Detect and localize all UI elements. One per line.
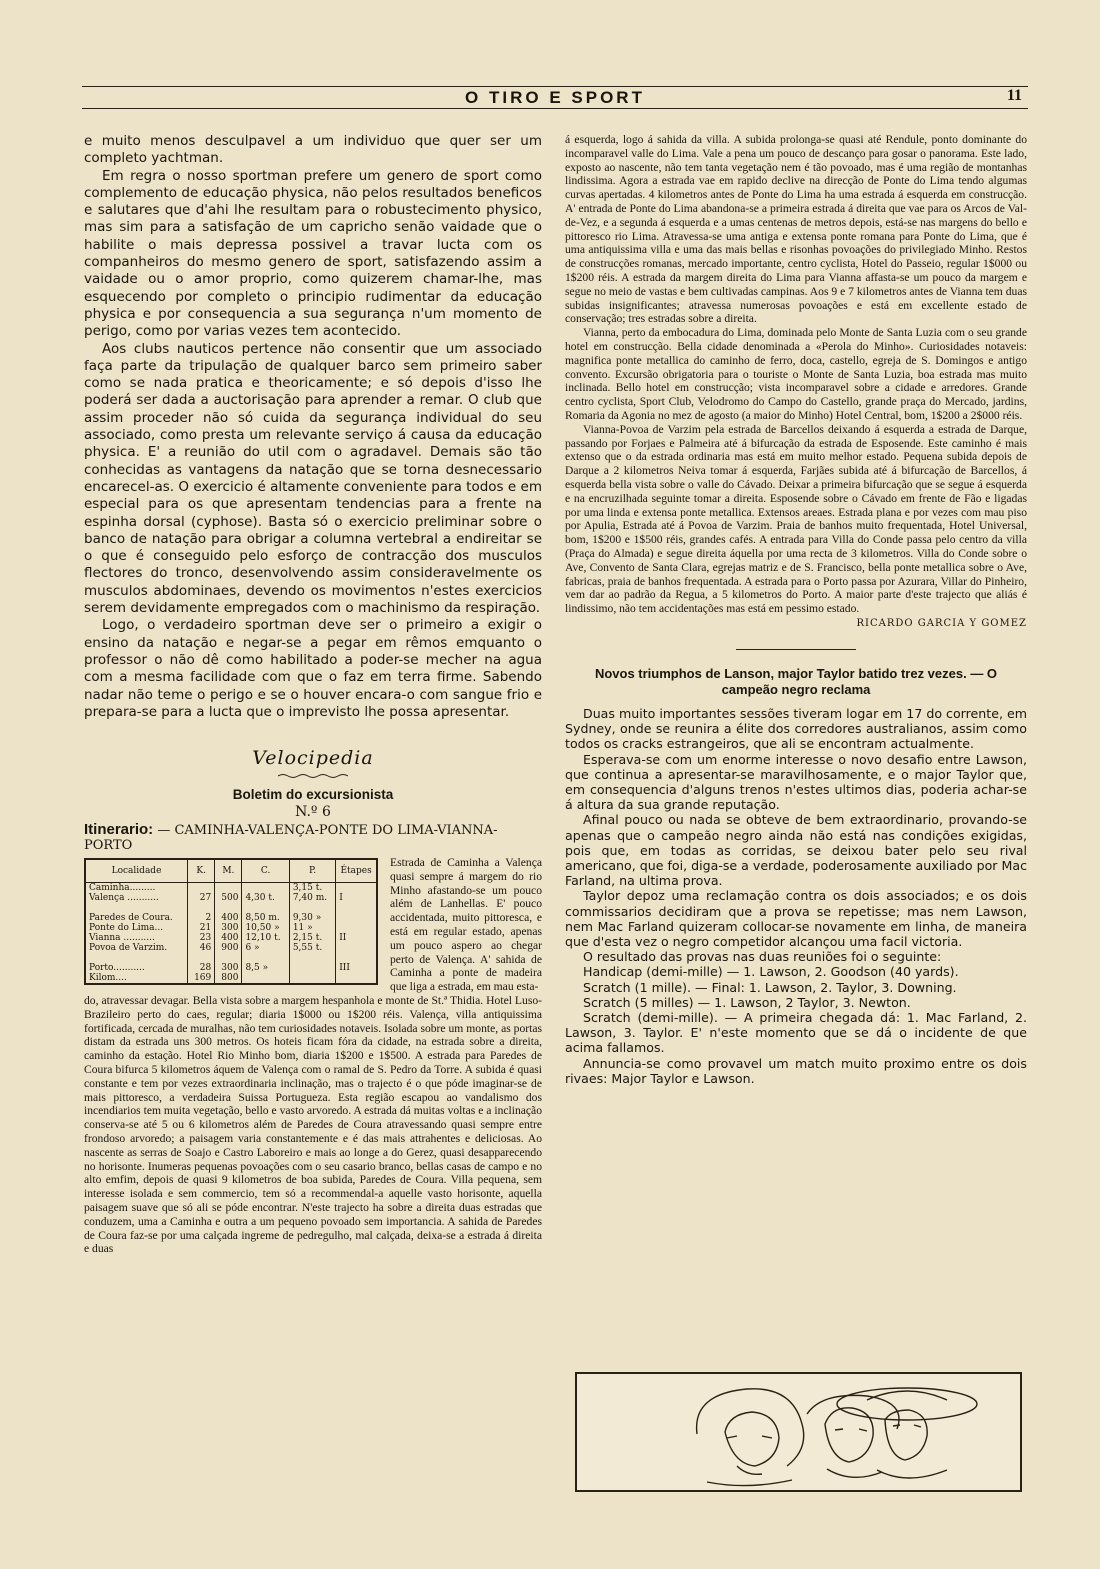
table-cell [289, 963, 335, 973]
section-heading: Velocipedia [252, 747, 374, 770]
header-rule-top [82, 86, 1028, 87]
table-cell [215, 883, 242, 894]
table-row [86, 883, 376, 894]
ornament-flourish-icon [278, 773, 348, 779]
table-cell [188, 953, 215, 963]
table-cell [215, 903, 242, 913]
article-title: Novos triumphos de Lanson, major Taylor batido trez vezes. — O campeão negro reclama [594, 665, 998, 697]
table-cell [336, 883, 376, 894]
table-cell: III [336, 963, 376, 973]
intro-paragraph: Em regra o nosso sportman prefere um genero de sport como complemento de educação physica, não pelos resultados beneficos e salutares que d'ahi lhe resultam para o robustecimento physico, mas sim para a satisfação de um capricho senão vaidade que o habilite o mais depressa possivel a travar lucta com os companheiros do mesmo genero de sport, satisfazendo assim a vaidade ou o amor proprio, como quizerem chamar-lhe, mas esquecendo por completo o principio rudimentar da educação physica e por consequencia a sua segurança n'um momento de perigo, como por varias vezes tem acontecido. [84, 167, 542, 340]
table-row [86, 963, 376, 973]
illustration-women-with-hats [575, 1372, 1022, 1492]
article-paragraph: O resultado das provas nas duas reuniões foi o seguinte: [583, 949, 942, 965]
table-cell [336, 953, 376, 963]
itinerary-line [84, 821, 542, 853]
author-signature: RICARDO GARCIA Y GOMEZ [856, 617, 1027, 629]
bulletin-subheading: Boletim do excursionista [232, 787, 394, 803]
left-column [84, 133, 542, 1483]
table-row [86, 933, 376, 943]
page-number: 11 [1006, 87, 1022, 104]
table-cell: 300 [215, 963, 242, 973]
table-cell: 11 » [289, 923, 335, 933]
table-cell [336, 943, 376, 953]
table-cell: 8,5 » [242, 963, 289, 973]
table-cell [86, 903, 188, 913]
table-spacer-row [86, 953, 376, 963]
table-cell: Kilom.... [89, 973, 127, 984]
running-title: O TIRO E SPORT [465, 88, 645, 107]
table-cell: 500 [215, 893, 242, 903]
table-row [86, 893, 376, 903]
table-row [86, 973, 376, 983]
article-paragraph: Esperava-se com um enorme interesse o novo desafio entre Lawson, que continua a apresentar-se maravilhosamente, e o major Taylor que, em consequencia d'alguns trenos n'estes ultimos dias, poderia achar-se á altura da sua grande reputação. [565, 751, 1027, 813]
table-row [86, 913, 376, 923]
table-cell: Caminha......... [89, 883, 156, 894]
table-cell [242, 883, 289, 894]
table-header: C. [242, 860, 289, 883]
table-cell [336, 973, 376, 983]
route-paragraph: á esquerda, logo á sahida da villa. A subida prolonga-se quasi até Rendule, ponto dominante do incomparavel valle do Lima. Vale a pena um pouco de descanço para gosar o panorama. Este lado, exposto ao nascente, não tem tanta vegetação nem é tão povoado, mas é uma região de montanhas lindissima. Agora a estrada vae em rapido declive na direcção de Ponte do Lima tendo algumas curvas apertadas. 4 kilometros antes de Ponte do Lima ha uma estrada á esquerda em construcção. A' entrada de Ponte do Lima abandona-se a primeira estrada á direita que vae para os Arcos de Val-de-Vez, e a segunda á esquerda e a umas centenas de metros depois, está-se nas margens do bello e pittoresco rio Lima. Atravessa-se uma antiga e extensa ponte romana para Ponte do Lima, que é uma antiquissima villa e uma das mais bellas e risonhas povoações do privilegiado Minho. Restos de construcções romanas, mercado importante, centro cyclista, Hotel do Passeio, regular 1$000 ou 1$200 réis. A estrada da margem direita do Lima para Vianna affasta-se um pouco da margem e segue no meio de vastas e bem cultivadas campinas. Aos 9 e 7 kilometros antes de Vianna tem duas subidas insignificantes; atravessa numerosas povoações e está em excellente estado de conservação; tres estradas sobre a direita. [565, 133, 1027, 326]
table-cell: Vianna ........... [89, 933, 155, 944]
intro-paragraph: e muito menos desculpavel a um individuo que quer ser um completo yachtman. [84, 133, 542, 167]
table-cell: 8,50 m. [242, 913, 289, 923]
itinerary-label: Itinerario: [84, 821, 154, 839]
table-cell: 3,15 t. [289, 883, 335, 894]
article-paragraph: Duas muito importantes sessões tiveram logar em 17 do corrente, em Sydney, onde se reunira a élite dos corredores australianos, assim como todos os cracks estrangeiros, que ali se encontram actualmente. [565, 705, 1027, 752]
right-column [565, 133, 1027, 1403]
article-separator [736, 649, 856, 650]
page-header [82, 86, 1028, 110]
table-cell [289, 903, 335, 913]
article-paragraph: Annuncia-se como provavel um match muito proximo entre os dois rivaes: Major Taylor e Lawson. [565, 1055, 1027, 1086]
table-cell [188, 903, 215, 913]
table-header: M. [215, 860, 242, 883]
table-cell: II [336, 933, 376, 943]
table-cell [215, 953, 242, 963]
result-line: Scratch (1 mille). — Final: 1. Lawson, 2. Taylor, 3. Downing. [583, 979, 957, 995]
table-cell: 6 » [242, 943, 289, 953]
table-cell: 9,30 » [289, 913, 335, 923]
table-cell: 5,55 t. [289, 943, 335, 953]
table-row [86, 923, 376, 933]
result-line: Scratch (5 milles) — 1. Lawson, 2 Taylor, 3. Newton. [583, 994, 911, 1010]
route-text: do, atravessar devagar. Bella vista sobre a margem hespanhola e monte de St.ª Thidia. Hotel Luso-Brazileiro perto do caes, regular; diaria 1$000 ou 1$200 réis. Valença, villa antiquissima fortificada, cercada de muralhas, não tem curiosidades notaveis. Isolada sobre um monte, as portas distam da estrada uns 300 metros. Os hoteis ficam fóra da cidade, na estrada sobre a direita, caminho da estação. Hotel Rio Minho bom, diaria 1$200 e 1$500. A estrada para Paredes de Coura bifurca 5 kilometros áquem de Valença com o ramal de S. Pedro da Torre. A subida é quasi constante e tem por vezes extraordinaria inclinação, mas o trajecto é o que póde imaginar-se de mais pittoresco, a verdadeira Suissa Portugueza. Esta região escapou ao vandalismo dos incendiarios tem muita vegetação, bello e vasto arvoredo. A estrada dá muitas voltas e a inclinação conserva-se até 5 ou 6 kilometros além de Paredes de Coura atravessando quasi sempre entre frondoso arvoredo; a paisagem varia constantemente e é das mais attrahentes e deliciosas. Ao nascente as serras de Soajo e Castro Laboreiro e mais ao longe a do Gerez, quasi desapparecendo no horisonte. Inumeras pequenas povoações com o seu casario branco, bellas casas de campo e no alto emfim, depois de quasi 9 kilometros de boa subida, Paredes de Coura. Villa pequena, sem interesse isolada e sem commercio, tem só a recommendal-a aquelle vasto horisonte, aquella paisagem suave que só ali se póde encontrar. N'este trajecto ha sobre a direita duas estradas que conduzem, uma a Caminha e outra a um pequeno povoado sem importancia. A sahida de Paredes de Coura faz-se por uma calçada ingreme de pedregulho, mal calçada, deixa-se a estrada á direita e duas [84, 994, 542, 1256]
table-body [86, 883, 376, 984]
itinerary-table [84, 858, 378, 985]
table-cell: 23 [188, 933, 215, 943]
table-cell: Valença ........... [89, 893, 159, 904]
table-cell [86, 953, 188, 963]
route-text-beside-table: Estrada de Caminha a Valença quasi sempre á margem do rio Minho afastando-se um pouco além de Lanhellas. E' pouco accidentada, muito pittoresca, e está em regular estado, apenas um pouco aspero ao chegar perto de Valença. A' sahida de Caminha a ponte de madeira que liga a estrada, em mau esta- [390, 856, 542, 994]
table-cell [242, 903, 289, 913]
table-cell: 21 [188, 923, 215, 933]
route-paragraph: Vianna, perto da embocadura do Lima, dominada pelo Monte de Santa Luzia com o seu grande hotel em construcção. Bella cidade denominada a «Perola do Minho». Curiosidades notaveis: magnifica ponte metallica do caminho de ferro, doca, castello, egreja de S. Domingos e antigo convento. Excursão obrigatoria para o touriste o Monte de Santa Luzia, boa estrada mas muito inclinada. Bello hotel em construcção; vista incomparavel sobre a cidade e arredores. Grande centro cyclista, Sport Club, Velodromo do Campo do Castello, grande praça do Mercado, jardins, Romaria da Agonia no mez de agosto (a maior do Minho) Hotel Central, bom, 1$200 a 2$000 réis. [565, 326, 1027, 422]
article-paragraph: Afinal pouco ou nada se obteve de bem extraordinario, provando-se apenas que o campeão negro ainda não está nas condições exigidas, pois que, em todas as corridas, se deixou bater pelo seu rival americano, que foi, diga-se a verdade, poderosamente auxiliado por Mac Farland, na ultima prova. [565, 812, 1027, 889]
women-portrait-illustration-icon [577, 1374, 1020, 1490]
table-cell [336, 923, 376, 933]
table-cell: 46 [188, 943, 215, 953]
table-cell: Paredes de Coura. [89, 913, 173, 924]
itinerary-route: — CAMINHA-VALENÇA-PONTE DO LIMA-VIANNA-PORTO [84, 823, 498, 854]
intro-paragraph: Logo, o verdadeiro sportman deve ser o primeiro a exigir o ensino da natação e negar-se a pegar em rêmos emquanto o professor o não dê como habilitado a poder-se mecher na agua com a mesma facilidade com que o faz em terra firme. Sabendo nadar não teme o perigo e se o houver encara-o com sangue frio e prepara-se para a lucta que o imprevisto lhe possa apresentar. [84, 617, 542, 720]
table-cell: I [336, 893, 376, 903]
header-rule-bottom [82, 108, 1028, 109]
result-line: Handicap (demi-mille) — 1. Lawson, 2. Goodson (40 yards). [583, 964, 959, 980]
route-paragraph: Vianna-Povoa de Varzim pela estrada de Barcellos deixando á esquerda a estrada de Darque, passando por Forjaes e Palmeira até á bifurcação da estrada de Esposende. Este caminho é mais extenso que o da estrada ordinaria mas está em muito melhor estado. Pequena subida depois de Darque a 2 kilometros Neiva tomar á esquerda, Farjães subida até á bifurcação de Barcellos, á esquerda bella vista sobre o valle do Cávado. Deixar a primeira bifurcação que se segue á esquerda e na encruzilhada seguinte tomar a direita. Esposende sobre o Cávado em frente de Fão e ligadas por uma linda e extensa ponte metallica. Extensos areaes. Estrada plana e por vezes com mau piso por Apulia, Estrada até á Povoa de Varzim. Praia de banhos muito frequentada, Hotel Universal, bom, 1$200 e 1$500 réis, grandes cafés. A entrada para Villa do Conde passa pelo centro da villa (Praça do Almada) e segue direita áquella por uma recta de 3 kilometros. Villa do Conde sobre o Ave, Convento de Santa Clara, egrejas matriz e de S. Francisco, bella ponte metallica sobre o Ave, fabricas, praia de banhos frequentada. A estrada para o Porto passa por Azurara, Villar do Pinheiro, vem dar ao padrão da Regua, a 5 kilometros do Porto. A maior parte d'este trajecto que aliás é lindissimo, não tem accidentações mas está em pessimo estado. [565, 422, 1027, 616]
table-cell: 400 [215, 913, 242, 923]
table-cell: Ponte do Lima... [89, 923, 164, 934]
bulletin-number: N.º 6 [295, 804, 331, 821]
table-cell [289, 973, 335, 983]
table-cell [188, 883, 215, 894]
table-spacer-row [86, 903, 376, 913]
table-cell [336, 913, 376, 923]
table-cell: Povoa de Varzim. [89, 943, 168, 954]
table-header: K. [188, 860, 215, 883]
table-cell: 27 [188, 893, 215, 903]
table-cell: 300 [215, 923, 242, 933]
table-cell: 400 [215, 933, 242, 943]
table-cell: 4,30 t. [242, 893, 289, 903]
table-header: Étapes [336, 860, 376, 883]
article-paragraph: Taylor depoz uma reclamação contra os dois associados; e os dois commissarios decidiram que a prova se repetisse; mas nem Lawson, nem Mac Farland quizeram collocar-se novamente em linha, de maneira que d'esta vez o negro competidor alcançou uma facil victoria. [565, 888, 1027, 949]
table-cell [289, 953, 335, 963]
table-cell: 169 [188, 973, 215, 983]
table-header: Localidade [86, 860, 188, 883]
table-cell: Porto........... [89, 963, 145, 974]
table-cell [242, 953, 289, 963]
intro-paragraph: Aos clubs nauticos pertence não consentir que um associado faça parte da tripulação de qualquer barco sem primeiro saber como se nada pratica e theoricamente; e só depois d'isso lhe poderá ser dada a auctorisação para aprender a remar. O club que assim proceder não só cuida da segurança individual do seu associado, como presta um relevante serviço á causa da educação physica. E' a reunião do util com o agradavel. Demais são tão conhecidas as vantagens da natação que se torna desnecessario encarecel-as. O exercicio é altamente conveniente para todos e em especial para os que apresentam tendencias para a frente na espinha dorsal (cyphose). Basta só o exercicio preliminar sobre o banco de natação para obrigar a columna vertebral a endireitar se o que é conseguido pelo esforço de contracção dos musculos flectores do tronco, desenvolvendo assim consideravelmente os musculos abdominaes, devendo os movimentos n'estes exercicios serem devidamente empregados com o machinismo da respiração. [84, 340, 542, 617]
table-cell: 2,15 t. [289, 933, 335, 943]
table-cell: 2 [188, 913, 215, 923]
result-line: Scratch (demi-mille). — A primeira chegada dá: 1. Mac Farland, 2. Lawson, 3. Taylor. E' n'este momento que se dá o incidente de que acima fallamos. [565, 1009, 1027, 1056]
table-header-row [86, 860, 376, 883]
table-cell: 10,50 » [242, 923, 289, 933]
table-cell: 7,40 m. [289, 893, 335, 903]
table-header: P. [289, 860, 335, 883]
table-cell [336, 903, 376, 913]
table-cell: 800 [215, 973, 242, 983]
table-cell [242, 973, 289, 983]
table-cell: 900 [215, 943, 242, 953]
table-row [86, 943, 376, 953]
table-cell: 12,10 t. [242, 933, 289, 943]
table-cell: 28 [188, 963, 215, 973]
